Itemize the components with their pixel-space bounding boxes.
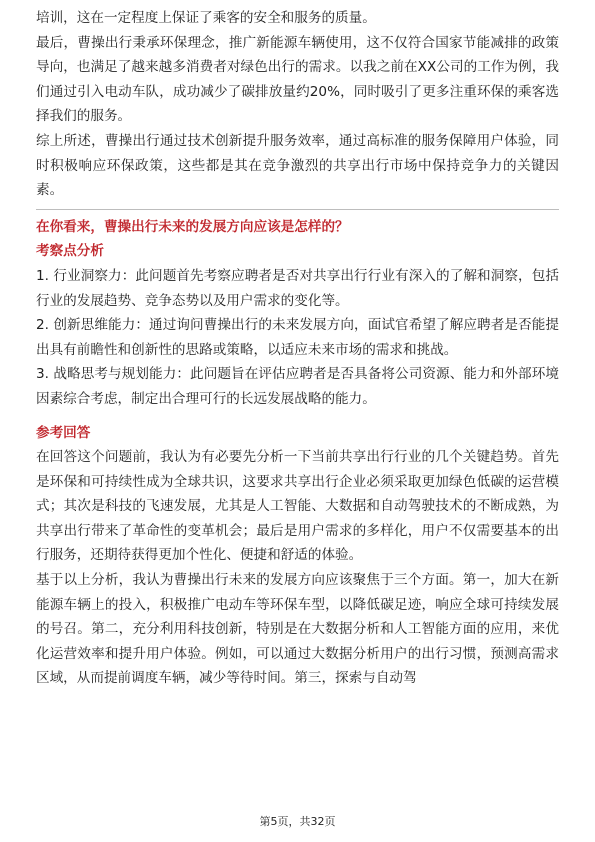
- page-number: 第5页，共32页: [259, 815, 336, 828]
- page-content: [36, 6, 559, 691]
- reference-paragraph-1: 在回答这个问题前，我认为有必要先分析一下当前共享出行行业的几个关键趋势。首先是环保和可持续性成为全球共识，这要求共享出行企业必须采取更加绿色低碳的运营模式；其次是科技的飞速发展，尤其是人工智能、大数据和自动驾驶技术的不断成熟，为共享出行带来了革命性的变革机会；最后是用户需求的多样化，用户不仅需要基本的出行服务，还期待获得更加个性化、便捷和舒适的体验。: [36, 449, 559, 564]
- analysis-heading: 考察点分析: [36, 243, 104, 260]
- interview-question: 在你看来，曹操出行未来的发展方向应该是怎样的？: [36, 218, 349, 235]
- intro-paragraph-2: 最后，曹操出行秉承环保理念，推广新能源车辆使用，这不仅符合国家节能减排的政策导向，也满足了越来越多消费者对绿色出行的需求。以我之前在XX公司的工作为例，我们通过引入电动车队，成功减少了碳排放量约20%，同时吸引了更多注重环保的乘客选择我们的服务。: [36, 34, 559, 125]
- analysis-point-3: 3. 战略思考与规划能力：此问题旨在评估应聘者是否具备将公司资源、能力和外部环境因素综合考虑，制定出合理可行的长远发展战略的能力。: [36, 366, 559, 407]
- section-gap: [36, 412, 559, 421]
- reference-paragraph-2: 基于以上分析，我认为曹操出行未来的发展方向应该聚焦于三个方面。第一，加大在新能源车辆上的投入，积极推广电动车等环保车型，以降低碳足迹，响应全球可持续发展的号召。第二，充分利用科技创新，特别是在大数据分析和人工智能方面的应用，来优化运营效率和提升用户体验。例如，可以通过大数据分析用户的出行习惯，预测高需求区域，从而提前调度车辆，减少等待时间。第三，探索与自动驾: [36, 572, 559, 687]
- reference-heading: 参考回答: [36, 424, 91, 441]
- analysis-point-2: 2. 创新思维能力：通过询问曹操出行的未来发展方向，面试官希望了解应聘者是否能提出具有前瞻性和创新性的思路或策略，以适应未来市场的需求和挑战。: [36, 317, 559, 358]
- intro-paragraph-1: 培训，这在一定程度上保证了乘客的安全和服务的质量。: [36, 10, 376, 26]
- intro-paragraph-3: 综上所述，曹操出行通过技术创新提升服务效率，通过高标准的服务保障用户体验，同时积极响应环保政策，这些都是其在竞争激烈的共享出行市场中保持竞争力的关键因素。: [36, 132, 559, 199]
- analysis-point-1: 1. 行业洞察力：此问题首先考察应聘者是否对共享出行行业有深入的了解和洞察，包括行业的发展趋势、竞争态势以及用户需求的变化等。: [36, 267, 559, 309]
- section-divider: [36, 209, 559, 210]
